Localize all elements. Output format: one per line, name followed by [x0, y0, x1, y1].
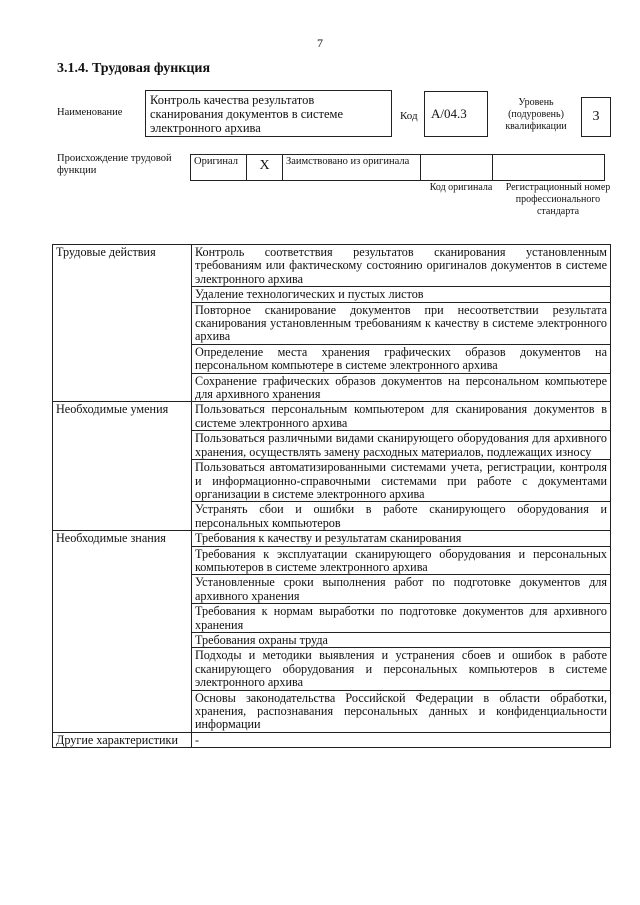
borrowed-label: Заимствовано из оригинала: [283, 155, 421, 181]
function-name: Контроль качества результатов сканирования документов в системе электронного архива: [145, 90, 392, 137]
section-item: Подходы и методики выявления и устранения сбоев и ошибок в работе сканирующего оборудования и персональных компьютеров в системе электронного архива: [192, 648, 611, 690]
page-number: 7: [317, 36, 323, 50]
table-row: [53, 732, 611, 747]
original-mark: X: [247, 155, 283, 181]
section-item: Контроль соответствия результатов сканирования установленным требованиям или фактическому состоянию оригиналов документов в системе электронного архива: [192, 245, 611, 287]
original-label: Оригинал: [191, 155, 247, 181]
section-label: Трудовые действия: [53, 245, 192, 402]
original-code-cell: [421, 155, 493, 181]
original-code-caption: Код оригинала: [429, 182, 493, 193]
section-item: Требования к нормам выработки по подготовке документов для архивного хранения: [192, 604, 611, 633]
section-item: Пользоваться различными видами сканирующего оборудования для архивного хранения, осуществлять замену расходных материалов, подлежащих износу: [192, 431, 611, 460]
section-item: Требования к эксплуатации сканирующего оборудования и персональных компьютеров в системе электронного архива: [192, 546, 611, 575]
section-item: Требования охраны труда: [192, 632, 611, 647]
section-item: Основы законодательства Российской Федерации в области обработки, хранения, распознавания персональных данных и конфиденциальности информации: [192, 690, 611, 732]
function-code: A/04.3: [424, 91, 488, 137]
table-row: [53, 245, 611, 287]
section-item: Устранять сбои и ошибки в работе сканирующего оборудования и персональных компьютеров: [192, 502, 611, 531]
section-item: -: [192, 732, 611, 747]
section-heading: 3.1.4. Трудовая функция: [57, 61, 211, 76]
code-label: Код: [400, 110, 418, 122]
origin-table: [190, 154, 605, 181]
function-details-table: [52, 244, 611, 748]
name-label: Наименование: [57, 107, 123, 118]
section-item: Требования к качеству и результатам сканирования: [192, 531, 611, 546]
section-item: Определение места хранения графических образов документов на персональном компьютере в системе электронного архива: [192, 344, 611, 373]
section-label: Необходимые умения: [53, 402, 192, 531]
level-label: Уровень (подуровень) квалификации: [505, 97, 567, 132]
section-item: Сохранение графических образов документов на персональном компьютере для архивного хранения: [192, 373, 611, 402]
table-row: [53, 531, 611, 546]
origin-label: Происхождение трудовой функции: [57, 153, 172, 176]
qualification-level: 3: [581, 97, 611, 137]
section-item: Удаление технологических и пустых листов: [192, 287, 611, 302]
table-row: [53, 402, 611, 431]
registration-number-cell: [493, 155, 605, 181]
registration-number-caption: Регистрационный номер профессионального стандарта: [505, 182, 611, 217]
section-item: Пользоваться персональным компьютером для сканирования документов в системе электронного архива: [192, 402, 611, 431]
section-item: Повторное сканирование документов при несоответствии результата сканирования установленным требованиям к качеству в системе электронного архива: [192, 302, 611, 344]
section-label: Другие характеристики: [53, 732, 192, 747]
section-item: Установленные сроки выполнения работ по подготовке документов для архивного хранения: [192, 575, 611, 604]
section-item: Пользоваться автоматизированными системами учета, регистрации, контроля и информационно-справочными системами при работе с документами организации в системе электронного архива: [192, 460, 611, 502]
section-label: Необходимые знания: [53, 531, 192, 733]
